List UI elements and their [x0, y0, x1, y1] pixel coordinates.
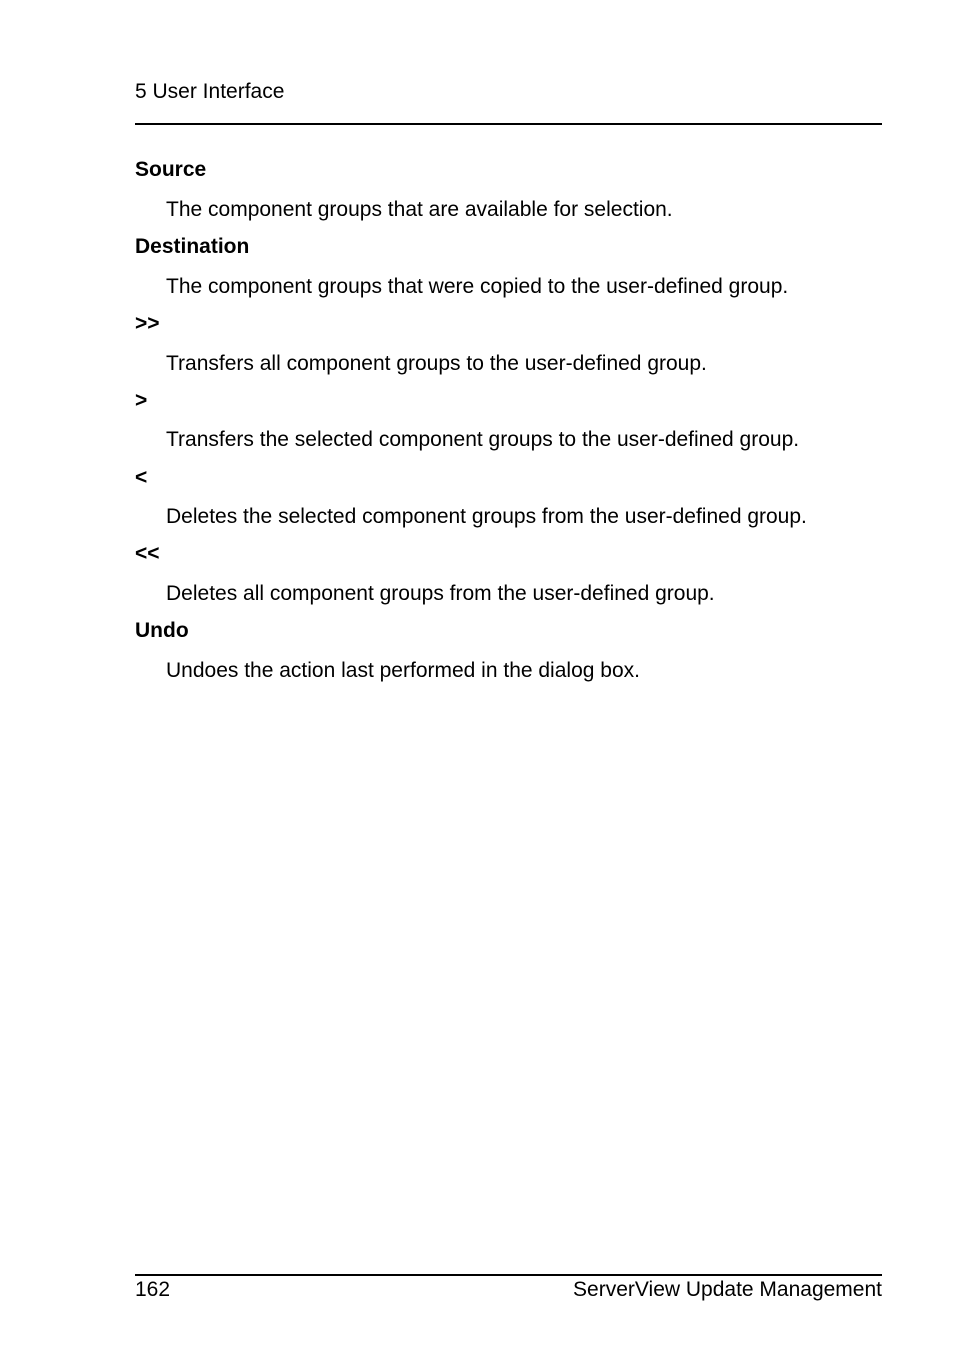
- footer-rule: [135, 1274, 882, 1276]
- header-rule: [135, 123, 882, 125]
- description-delete-selected: Deletes the selected component groups from the user-defined group.: [166, 505, 807, 528]
- term-delete-all: <<: [135, 542, 160, 565]
- term-transfer-selected: >: [135, 389, 148, 412]
- footer-product-title: ServerView Update Management: [573, 1278, 882, 1301]
- description-delete-all: Deletes all component groups from the user-defined group.: [166, 582, 715, 605]
- term-source: Source: [135, 158, 207, 181]
- description-source: The component groups that are available for selection.: [166, 198, 673, 221]
- term-delete-selected: <: [135, 466, 148, 489]
- term-transfer-all: >>: [135, 312, 160, 335]
- description-destination: The component groups that were copied to the user-defined group.: [166, 275, 789, 298]
- description-transfer-all: Transfers all component groups to the user-defined group.: [166, 352, 707, 375]
- description-transfer-selected: Transfers the selected component groups to the user-defined group.: [166, 428, 800, 451]
- term-undo: Undo: [135, 619, 189, 642]
- running-header: 5 User Interface: [135, 80, 285, 103]
- page-number: 162: [135, 1278, 171, 1301]
- term-destination: Destination: [135, 235, 250, 258]
- description-undo: Undoes the action last performed in the dialog box.: [166, 659, 640, 682]
